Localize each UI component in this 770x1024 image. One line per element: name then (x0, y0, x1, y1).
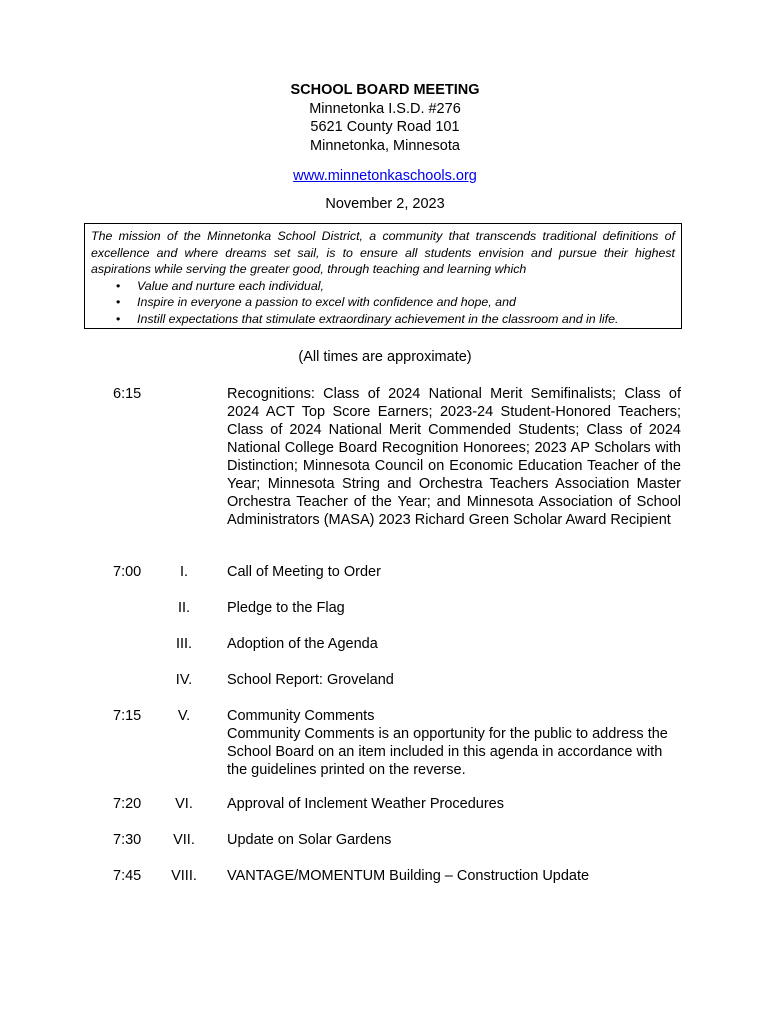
agenda-numeral: III. (175, 636, 193, 652)
agenda-time: 7:30 (113, 832, 142, 848)
meeting-header (0, 81, 770, 213)
mission-bullet-item (91, 311, 675, 328)
agenda-numeral: VIII. (171, 868, 197, 884)
times-approximate-note: (All times are approximate) (298, 349, 472, 365)
agenda-numeral: VII. (173, 832, 195, 848)
agenda-numeral: II. (177, 600, 191, 616)
agenda-time: 6:15 (113, 386, 142, 402)
agenda-item-title: Approval of Inclement Weather Procedures (227, 796, 504, 812)
mission-text: The mission of the Minnetonka School District, a community that transcends traditional definitions of excellence and where dreams set sail, is to ensure all students envision and pursue their highest aspirations while serving the greater good, through teaching and learning which (91, 229, 675, 277)
bullet-icon: • (116, 278, 121, 293)
agenda-time: 7:00 (113, 564, 142, 580)
agenda-item-body (227, 707, 681, 779)
agenda-numeral: VI. (175, 796, 193, 812)
mission-bullet-text: Instill expectations that stimulate extraordinary achievement in the classroom and in life. (137, 311, 619, 326)
agenda-item-title: Adoption of the Agenda (227, 636, 378, 652)
mission-bullet-item (91, 278, 675, 295)
agenda-time: 7:45 (113, 868, 142, 884)
meeting-date: November 2, 2023 (325, 195, 445, 212)
agenda-item-title: VANTAGE/MOMENTUM Building – Construction Update (227, 868, 590, 884)
website-link[interactable]: www.minnetonkaschools.org (293, 168, 477, 184)
agenda-item-title: School Report: Groveland (227, 672, 394, 688)
bullet-icon: • (116, 311, 121, 326)
agenda-numeral: IV. (175, 672, 193, 688)
district-name: Minnetonka I.S.D. #276 (309, 100, 461, 117)
mission-bullet-text: Value and nurture each individual, (137, 278, 324, 293)
mission-bullet-item (91, 294, 675, 311)
district-city: Minnetonka, Minnesota (310, 137, 460, 154)
agenda-item-title: Recognitions: Class of 2024 National Merit Semifinalists; Class of 2024 ACT Top Score Earners; 2023-24 Student-Honored Teachers; Class of 2024 National Merit Commended Students; Class of 2024 National College Board Recognition Honorees; 2023 AP Scholars with Distinction; Minnesota Council on Economic Education Teacher of the Year; Minnesota String and Orchestra Teachers Association Master Orchestra Teacher of the Year; and Minnesota Association of School Administrators (MASA) 2023 Richard Green Scholar Award Recipient (227, 386, 681, 528)
agenda-item-title: Update on Solar Gardens (227, 832, 392, 848)
agenda-time: 7:15 (113, 708, 142, 724)
agenda-numeral: V. (177, 708, 191, 724)
agenda-item-description: Community Comments is an opportunity for the public to address the School Board on an item included in this agenda in accordance with the guidelines printed on the reverse. (227, 726, 668, 778)
mission-bullet-list (91, 278, 675, 328)
agenda-time: 7:20 (113, 796, 142, 812)
bullet-icon: • (116, 295, 121, 310)
agenda-numeral: I. (179, 564, 189, 580)
agenda-item-title: Call of Meeting to Order (227, 564, 381, 580)
agenda-item-title: Pledge to the Flag (227, 600, 345, 616)
meeting-title: SCHOOL BOARD MEETING (290, 82, 480, 98)
mission-bullet-text: Inspire in everyone a passion to excel with confidence and hope, and (137, 295, 516, 310)
agenda-item-title: Community Comments (227, 708, 375, 724)
mission-statement-box (84, 223, 682, 329)
district-address: 5621 County Road 101 (310, 119, 460, 135)
